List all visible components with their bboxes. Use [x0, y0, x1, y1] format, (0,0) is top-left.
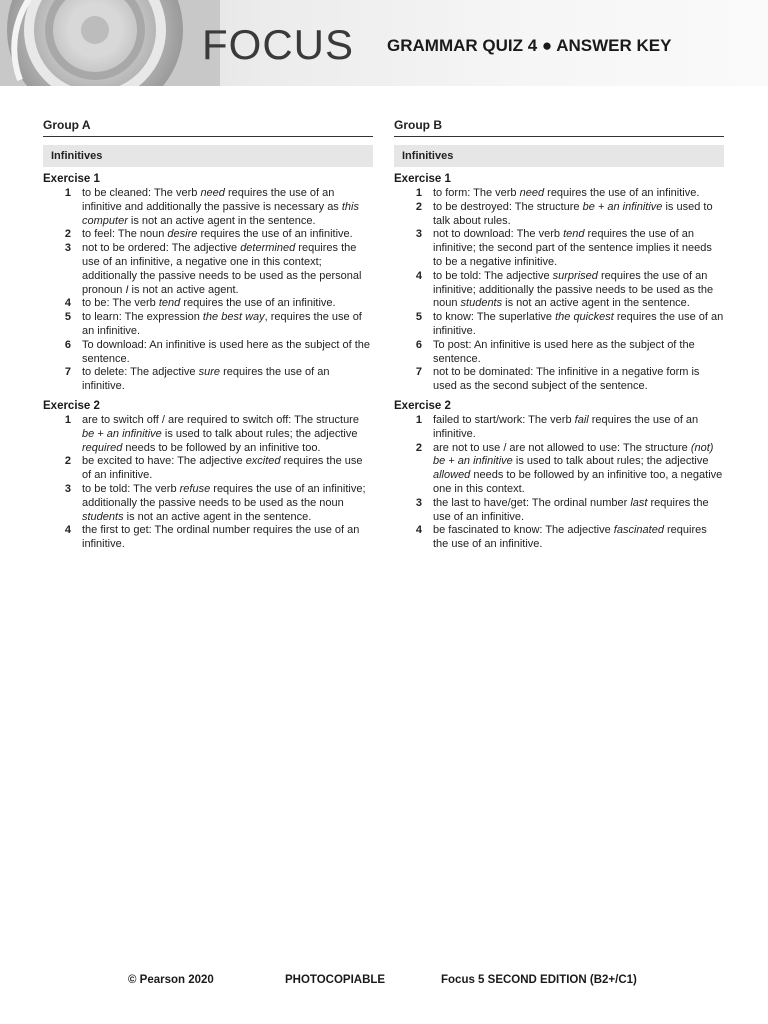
answer-number: 7	[415, 366, 422, 379]
answer-text: to be: The verb tend requires the use of an infinitive.	[82, 297, 336, 310]
answer-text: are not to use / are not allowed to use: The structure (not) be + an infinitive is used to talk about rules; the adjective allowed needs to be followed by an infinitive too, a negative one in this context.	[433, 441, 723, 495]
answer-text: not to be dominated: The infinitive in a negative form is used as the second subject of the sentence.	[433, 366, 700, 393]
group-title: Group A	[43, 118, 373, 137]
focus-logo-graphic	[0, 0, 220, 86]
answer-item	[43, 187, 373, 228]
answer-number: 4	[64, 524, 71, 537]
answer-item	[394, 442, 724, 497]
answer-number: 1	[415, 413, 422, 426]
answer-text: to form: The verb need requires the use of an infinitive.	[433, 187, 700, 199]
answer-text: To post: An infinitive is used here as the subject of the sentence.	[433, 338, 695, 365]
answer-number: 2	[415, 441, 422, 454]
answer-number: 3	[415, 496, 422, 509]
answer-item	[43, 483, 373, 524]
answer-item	[43, 455, 373, 483]
section-heading: Infinitives	[394, 145, 724, 167]
answer-text: to be cleaned: The verb need requires the use of an infinitive and additionally the passive is necessary as this computer is not an active agent in the sentence.	[82, 187, 359, 227]
answer-item	[394, 339, 724, 367]
answer-item	[394, 187, 724, 201]
answer-text: not to be ordered: The adjective determined requires the use of an infinitive, a negative one in this context; additionally the passive needs to be used as the personal pronoun I is not an active agent.	[82, 242, 362, 296]
answer-text: the first to get: The ordinal number requires the use of an infinitive.	[82, 524, 360, 551]
answer-number: 4	[64, 297, 71, 310]
answer-item	[394, 270, 724, 311]
answer-item	[43, 297, 373, 311]
answer-text: to know: The superlative the quickest requires the use of an infinitive.	[433, 311, 724, 337]
answer-number: 2	[64, 228, 71, 241]
answer-text: be fascinated to know: The adjective fascinated requires the use of an infinitive.	[433, 524, 707, 551]
answer-list	[43, 187, 373, 394]
answer-text: to feel: The noun desire requires the use of an infinitive.	[82, 228, 353, 241]
answer-number: 6	[64, 338, 71, 351]
page-title: GRAMMAR QUIZ 4 ● ANSWER KEY	[387, 36, 672, 55]
copyright-text: © Pearson 2020	[128, 974, 214, 986]
answer-list	[43, 414, 373, 552]
answer-text: to delete: The adjective sure requires the use of an infinitive.	[82, 366, 330, 393]
answer-text: the last to have/get: The ordinal number last requires the use of an infinitive.	[433, 496, 709, 523]
answer-number: 3	[415, 228, 422, 241]
answer-text: to be destroyed: The structure be + an infinitive is used to talk about rules.	[433, 200, 713, 227]
answer-item	[43, 242, 373, 297]
answer-text: To download: An infinitive is used here as the subject of the sentence.	[82, 338, 371, 365]
answer-number: 1	[64, 413, 71, 426]
section-heading: Infinitives	[43, 145, 373, 167]
answer-text: to be told: The verb refuse requires the use of an infinitive; additionally the passive needs to be used as the noun students is not an active agent in the sentence.	[82, 482, 366, 523]
answer-item	[394, 524, 724, 552]
page-header	[0, 0, 768, 86]
answer-item	[43, 339, 373, 367]
answer-item	[394, 311, 724, 339]
answer-number: 5	[415, 311, 422, 324]
answer-item	[394, 201, 724, 229]
answer-number: 2	[415, 200, 422, 213]
answer-text: be excited to have: The adjective excited requires the use of an infinitive.	[82, 455, 363, 482]
exercise-title: Exercise 2	[43, 399, 100, 412]
answer-list	[394, 187, 724, 394]
answer-text: to learn: The expression the best way, requires the use of an infinitive.	[82, 311, 362, 337]
photocopiable-label: PHOTOCOPIABLE	[285, 974, 386, 986]
answer-number: 3	[64, 242, 71, 255]
answer-item	[43, 366, 373, 394]
answer-number: 4	[415, 269, 422, 282]
exercise-title: Exercise 2	[394, 399, 451, 412]
answer-number: 1	[415, 187, 422, 199]
answer-text: failed to start/work: The verb fail requires the use of an infinitive.	[433, 413, 699, 440]
answer-list	[394, 414, 724, 552]
answer-item	[43, 228, 373, 242]
answer-item	[43, 311, 373, 339]
answer-item	[394, 414, 724, 442]
answer-number: 2	[64, 455, 71, 468]
answer-text: not to download: The verb tend requires the use of an infinitive; the second part of the sentence implies it needs to be a negative infinitive.	[433, 228, 712, 268]
exercise-title: Exercise 1	[43, 173, 100, 185]
answer-text: to be told: The adjective surprised requires the use of an infinitive; additionally the passive needs to be used as the noun students is not an active agent in the sentence.	[433, 269, 714, 310]
brand-logo-text: FOCUS	[202, 21, 354, 68]
answer-text: are to switch off / are required to switch off: The structure be + an infinitive is used to talk about rules; the adjective required needs to be followed by an infinitive too.	[82, 413, 359, 454]
answer-number: 5	[64, 311, 71, 324]
answer-item	[43, 524, 373, 552]
answer-item	[394, 228, 724, 269]
edition-label: Focus 5 SECOND EDITION (B2+/C1)	[441, 974, 637, 986]
answer-number: 4	[415, 524, 422, 537]
group-b-column	[394, 118, 724, 552]
answer-number: 7	[64, 366, 71, 379]
answer-item	[394, 497, 724, 525]
group-a-column	[43, 118, 373, 552]
page-footer	[0, 974, 768, 990]
answer-item	[43, 414, 373, 455]
answer-item	[394, 366, 724, 394]
answer-number: 3	[64, 482, 71, 495]
answer-number: 6	[415, 338, 422, 351]
answer-number: 1	[64, 187, 71, 199]
exercise-title: Exercise 1	[394, 173, 451, 185]
group-title: Group B	[394, 118, 724, 137]
